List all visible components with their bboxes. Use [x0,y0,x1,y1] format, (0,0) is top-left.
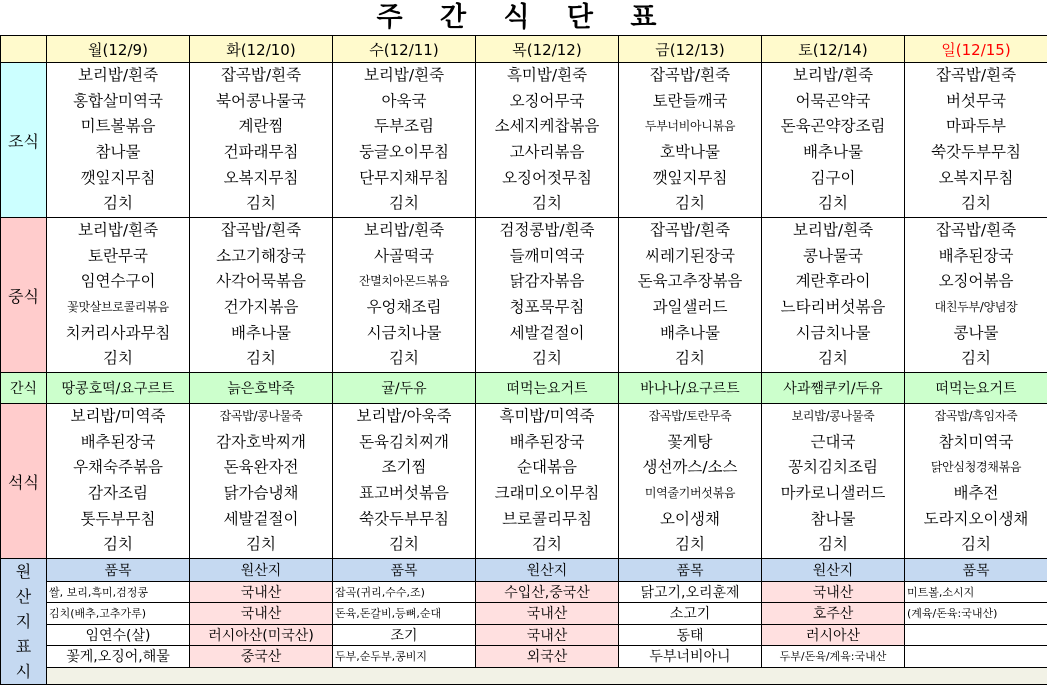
snack-cell: 떠먹는요거트 [476,373,619,404]
origin-item: 임연수(살) [47,624,190,646]
menu-item: 배추된장국 [80,432,156,451]
day-header-fri: 금(12/13) [619,36,762,63]
snack-row [1,373,1047,404]
origin-row [1,603,1047,625]
breakfast-cell [333,63,476,218]
origin-item: 동태 [619,624,762,646]
menu-item: 잡곡밥/흰죽 [220,221,302,240]
dinner-row [1,404,1047,559]
menu-item: 도라지오이생채 [923,509,1029,528]
menu-item: 김치 [961,535,991,554]
menu-item: 아욱국 [381,91,427,110]
menu-item: 두부너비아니볶음 [644,119,736,134]
menu-item: 보리밥/미역죽 [70,407,166,426]
origin-label-char: 시 [15,662,32,681]
menu-item: 토란들깨국 [652,91,728,110]
menu-item: 김치 [246,194,276,213]
menu-item: 배추나물 [660,323,720,342]
menu-item: 김치 [246,349,276,368]
menu-item: 미트볼볶음 [80,117,156,136]
origin-item: 조기 [333,624,476,646]
menu-item: 김구이 [810,168,856,187]
menu-item: 오징어볶음 [938,272,1014,291]
menu-item: 북어콩나물국 [216,91,306,110]
menu-item: 소세지케찹볶음 [494,117,600,136]
menu-item: 콩나물국 [803,246,863,265]
menu-item: 잡곡밥/흰죽 [649,66,731,85]
origin-country: 호주산 [762,603,905,625]
menu-item: 돈육완자전 [223,458,299,477]
menu-item: 생선까스/소스 [642,458,738,477]
day-header-thu: 목(12/12) [476,36,619,63]
dinner-cell [190,404,333,559]
menu-item: 계란후라이 [795,272,871,291]
lunch-cell [905,218,1047,373]
menu-item: 호박나물 [660,143,720,161]
menu-item: 김치 [246,535,276,554]
menu-item: 닭가슴냉채 [223,484,299,502]
snack-cell: 떠먹는요거트 [905,373,1047,404]
menu-item: 단무지채무침 [359,168,449,187]
snack-cell: 사과쨈쿠키/두유 [762,373,905,404]
origin-item: 소고기 [619,603,762,625]
menu-item: 김치 [389,194,419,213]
lunch-row [1,218,1047,373]
menu-item: 건파래무침 [223,143,299,161]
menu-item: 톳두부무침 [80,509,156,528]
origin-item: 미트볼,소시지 [905,581,1047,603]
menu-item: 마카로니샐러드 [780,484,886,502]
menu-item: 김치 [961,349,991,368]
origin-header-item: 품목 [905,559,1047,582]
origin-item: 김치(배추,고추가루) [47,603,190,625]
origin-footer-row [1,667,1047,684]
breakfast-cell [762,63,905,218]
header-corner [1,36,47,63]
menu-item: 오징어무국 [509,91,585,110]
menu-item: 우엉채조림 [366,298,442,316]
menu-item: 씨레기된장국 [645,246,735,265]
day-header-wed: 수(12/11) [333,36,476,63]
menu-item: 보리밥/흰죽 [363,221,445,240]
menu-item: 토란무국 [88,246,148,265]
menu-item: 김치 [818,194,848,213]
lunch-cell [762,218,905,373]
menu-item: 돈육곤약장조림 [780,117,886,136]
menu-item: 꽁치김치조림 [788,458,878,477]
origin-header-item: 품목 [333,559,476,582]
origin-item [905,624,1047,646]
menu-item: 배추나물 [803,143,863,161]
origin-header-origin: 원산지 [476,559,619,582]
origin-item [905,646,1047,668]
menu-item: 마파두부 [946,117,1006,136]
menu-item: 닭감자볶음 [509,272,585,291]
dinner-cell [762,404,905,559]
menu-item: 감자호박찌개 [216,432,306,451]
menu-item: 표고버섯볶음 [359,484,449,502]
breakfast-row [1,63,1047,218]
menu-item: 보리밥/흰죽 [77,66,159,85]
menu-item: 흑미밥/미역죽 [499,407,595,426]
origin-country: 국내산 [476,624,619,646]
menu-item: 잔멸치아몬드볶음 [358,274,450,289]
menu-item: 치커리사과무침 [65,323,171,342]
menu-item: 세발겉절이 [509,323,585,342]
menu-item: 둥글오이무침 [359,143,449,161]
menu-item: 쑥갓두부무침 [931,143,1021,161]
origin-label-char: 산 [15,587,32,606]
breakfast-label: 조식 [1,63,47,218]
menu-item: 깻잎지무침 [652,168,728,187]
lunch-cell [619,218,762,373]
lunch-cell [190,218,333,373]
menu-item: 잡곡밥/흰죽 [649,221,731,240]
menu-item: 오징어젓무침 [502,168,592,187]
origin-country: 국내산 [190,581,333,603]
menu-item: 보리밥/콩나물죽 [791,409,875,424]
origin-country: 중국산 [190,646,333,668]
menu-item: 조기찜 [381,458,427,477]
menu-item: 배추나물 [231,323,291,342]
menu-item: 잡곡밥/흰죽 [220,66,302,85]
menu-item: 감자조림 [88,484,148,502]
dinner-cell [619,404,762,559]
day-header-sat: 토(12/14) [762,36,905,63]
menu-item: 김치 [675,349,705,368]
dinner-cell [47,404,190,559]
menu-item: 보리밥/아욱죽 [356,407,452,426]
menu-item: 보리밥/흰죽 [792,66,874,85]
breakfast-cell [619,63,762,218]
menu-item: 김치 [818,535,848,554]
day-header-sun: 일(12/15) [905,36,1047,63]
day-header-mon: 월(12/9) [47,36,190,63]
menu-item: 김치 [675,535,705,554]
origin-label-char: 지 [15,612,32,631]
snack-cell: 바나나/요구르트 [619,373,762,404]
snack-cell: 늙은호박죽 [190,373,333,404]
menu-item: 청포묵무침 [509,298,585,316]
menu-item: 고사리볶음 [509,143,585,161]
menu-item: 시금치나물 [366,323,442,342]
menu-item: 배추전 [953,484,999,502]
menu-item: 우채숙주볶음 [73,458,163,477]
menu-item: 근대국 [810,432,856,451]
menu-item: 사각어묵볶음 [216,272,306,291]
origin-item: 잡곡(귀리,수수,조) [333,581,476,603]
breakfast-cell [190,63,333,218]
origin-label [1,559,47,685]
lunch-label: 중식 [1,218,47,373]
origin-item: 돈육,돈갈비,등뼈,순대 [333,603,476,625]
menu-item: 깻잎지무침 [80,168,156,187]
weekly-menu-table [0,35,1047,685]
menu-item: 건가지볶음 [223,298,299,316]
menu-item: 두부조림 [374,117,434,136]
origin-country: 외국산 [476,646,619,668]
menu-item: 순대볶음 [517,458,577,477]
menu-item: 꽃맛살브로콜리볶음 [67,300,169,314]
menu-item: 김치 [532,194,562,213]
menu-item: 꽃게탕 [667,432,713,451]
menu-item: 브로콜리무침 [502,509,592,528]
snack-cell: 귤/두유 [333,373,476,404]
menu-item: 잡곡밥/콩나물죽 [219,409,303,424]
origin-country: 국내산 [190,603,333,625]
origin-country: 국내산 [762,581,905,603]
menu-item: 잡곡밥/흰죽 [935,66,1017,85]
origin-label-char: 표 [15,637,32,656]
dinner-cell [905,404,1047,559]
menu-item: 잡곡밥/흑임자죽 [934,409,1018,424]
menu-item: 김치 [961,194,991,213]
origin-item: (계육/돈육:국내산) [905,603,1047,625]
menu-item: 잡곡밥/토란무죽 [648,409,732,424]
menu-item: 돈육김치찌개 [359,432,449,451]
menu-item: 들깨미역국 [509,246,585,265]
dinner-cell [333,404,476,559]
origin-country: 국내산 [476,603,619,625]
menu-item: 돈육고추장볶음 [637,272,743,291]
menu-item: 버섯무국 [946,91,1006,110]
menu-item: 배추된장국 [509,432,585,451]
menu-item: 오이생채 [660,509,720,528]
menu-item: 김치 [103,349,133,368]
menu-item: 김치 [532,535,562,554]
menu-item: 홍합살미역국 [73,91,163,110]
origin-item: 닭고기,오리훈제 [619,581,762,603]
origin-footer-blank [47,667,1047,684]
day-header-tue: 화(12/10) [190,36,333,63]
menu-item: 김치 [532,349,562,368]
menu-item: 보리밥/흰죽 [363,66,445,85]
day-header-row [1,36,1047,63]
lunch-cell [476,218,619,373]
origin-country: 두부/돈육/계육:국내산 [762,646,905,668]
menu-item: 보리밥/흰죽 [77,221,159,240]
menu-item: 참나물 [810,509,856,528]
menu-item: 배추된장국 [938,246,1014,265]
menu-item: 보리밥/흰죽 [792,221,874,240]
menu-item: 느타리버섯볶음 [780,298,886,316]
origin-header-origin: 원산지 [762,559,905,582]
origin-label-char: 원 [15,562,32,581]
menu-item: 검정콩밥/흰죽 [499,221,595,240]
menu-item: 계란찜 [238,117,284,136]
menu-item: 오복지무침 [938,168,1014,187]
breakfast-cell [47,63,190,218]
menu-item: 김치 [389,535,419,554]
dinner-label: 석식 [1,404,47,559]
dinner-cell [476,404,619,559]
origin-item: 쌀, 보리,흑미,검정콩 [47,581,190,603]
menu-item: 김치 [818,349,848,368]
menu-item: 과일샐러드 [652,298,728,316]
breakfast-cell [476,63,619,218]
menu-item: 대친두부/양념장 [934,300,1018,314]
menu-item: 미역줄기버섯볶음 [644,486,736,500]
menu-item: 쑥갓두부무침 [359,509,449,528]
menu-item: 오복지무침 [223,168,299,187]
menu-item: 임연수구이 [80,272,156,291]
menu-item: 김치 [675,194,705,213]
origin-item: 두부,순두부,콩비지 [333,646,476,668]
origin-header-row [1,559,1047,582]
menu-item: 김치 [103,194,133,213]
menu-item: 세발겉절이 [223,509,299,528]
menu-item: 시금치나물 [795,323,871,342]
page-title: 주 간 식 단 표 [376,2,671,33]
menu-item: 참나물 [95,143,141,161]
menu-item: 김치 [103,535,133,554]
menu-item: 잡곡밥/흰죽 [935,221,1017,240]
origin-item: 두부너비아니 [619,646,762,668]
menu-item: 콩나물 [953,323,999,342]
origin-country: 러시아산(미국산) [190,624,333,646]
origin-country: 러시아산 [762,624,905,646]
menu-item: 사골떡국 [374,246,434,265]
menu-item: 참치미역국 [938,432,1014,451]
origin-country: 수입산,중국산 [476,581,619,603]
menu-item: 크래미오이무침 [494,484,600,502]
menu-item: 닭안심청경채볶음 [930,460,1022,475]
lunch-cell [333,218,476,373]
menu-item: 김치 [389,349,419,368]
breakfast-cell [905,63,1047,218]
origin-header-origin: 원산지 [190,559,333,582]
lunch-cell [47,218,190,373]
snack-label: 간식 [1,373,47,404]
origin-item: 꽃게,오징어,해물 [47,646,190,668]
origin-header-item: 품목 [619,559,762,582]
snack-cell: 땅콩호떡/요구르트 [47,373,190,404]
menu-item: 어묵곤약국 [795,91,871,110]
origin-header-item: 품목 [47,559,190,582]
menu-item: 흑미밥/흰죽 [506,66,588,85]
menu-item: 소고기해장국 [216,246,306,265]
origin-row [1,581,1047,603]
origin-row [1,646,1047,668]
origin-row [1,624,1047,646]
